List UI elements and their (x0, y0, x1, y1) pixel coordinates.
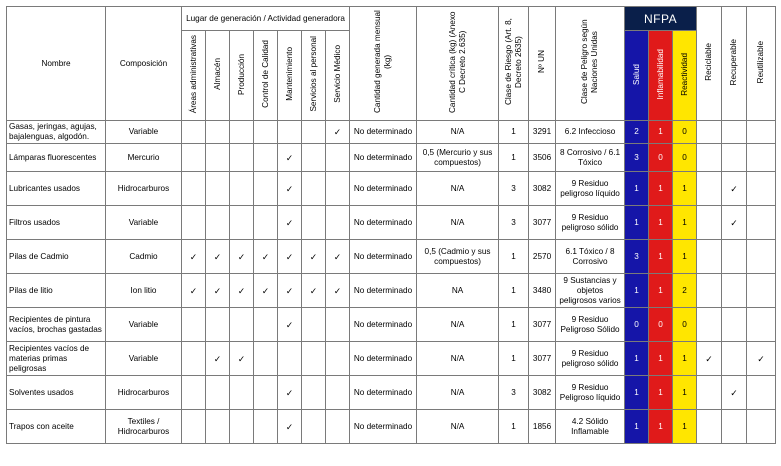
header-lugar-4: Mantenimiento (278, 31, 302, 121)
header-reciclable: Reciclable (697, 7, 722, 121)
cell-clase-riesgo: 1 (499, 121, 529, 144)
cell-lugar-5 (302, 376, 326, 410)
cell-lugar-5 (302, 308, 326, 342)
cell-nombre: Filtros usados (7, 206, 106, 240)
cell-recuperable: ✓ (722, 172, 747, 206)
cell-lugar-1: ✓ (206, 342, 230, 376)
cell-composicion: Cadmio (106, 240, 182, 274)
cell-critica: N/A (417, 410, 499, 444)
cell-reciclable (697, 121, 722, 144)
table-body (7, 121, 776, 444)
cell-clase-peligro: 8 Corrosivo / 6.1 Tóxico (556, 144, 625, 172)
cell-reciclable (697, 410, 722, 444)
cell-num-un: 3291 (529, 121, 556, 144)
cell-nombre: Solventes usados (7, 376, 106, 410)
cell-lugar-4 (278, 342, 302, 376)
cell-lugar-3 (254, 206, 278, 240)
cell-lugar-5 (302, 121, 326, 144)
cell-lugar-1 (206, 376, 230, 410)
waste-table (6, 6, 776, 444)
cell-reactividad: 1 (673, 410, 697, 444)
cell-critica: N/A (417, 206, 499, 240)
cell-lugar-6 (326, 308, 350, 342)
cell-lugar-1: ✓ (206, 240, 230, 274)
cell-lugar-2 (230, 410, 254, 444)
cell-lugar-3 (254, 342, 278, 376)
cell-inflamabilidad: 1 (649, 376, 673, 410)
cell-recuperable (722, 274, 747, 308)
cell-clase-riesgo: 1 (499, 274, 529, 308)
cell-reciclable: ✓ (697, 342, 722, 376)
cell-composicion: Ion litio (106, 274, 182, 308)
cell-cantidad: No determinado (350, 121, 417, 144)
cell-clase-riesgo: 3 (499, 172, 529, 206)
header-nombre: Nombre (7, 7, 106, 121)
cell-lugar-3 (254, 376, 278, 410)
cell-nombre: Recipientes vacíos de materias primas peligrosas (7, 342, 106, 376)
cell-recuperable (722, 342, 747, 376)
cell-inflamabilidad: 1 (649, 121, 673, 144)
cell-critica: NA (417, 274, 499, 308)
cell-clase-peligro: 9 Residuo peligroso líquido (556, 172, 625, 206)
table-row (7, 121, 776, 144)
cell-cantidad: No determinado (350, 410, 417, 444)
cell-lugar-3 (254, 121, 278, 144)
cell-recuperable (722, 308, 747, 342)
cell-salud: 2 (625, 121, 649, 144)
cell-salud: 3 (625, 144, 649, 172)
cell-lugar-2 (230, 172, 254, 206)
cell-num-un: 1856 (529, 410, 556, 444)
cell-recuperable (722, 144, 747, 172)
cell-recuperable: ✓ (722, 376, 747, 410)
cell-reutilizable (747, 172, 776, 206)
cell-lugar-3 (254, 308, 278, 342)
cell-inflamabilidad: 1 (649, 240, 673, 274)
cell-lugar-0 (182, 308, 206, 342)
cell-lugar-2: ✓ (230, 274, 254, 308)
cell-reutilizable (747, 144, 776, 172)
cell-lugar-1: ✓ (206, 274, 230, 308)
cell-lugar-5: ✓ (302, 240, 326, 274)
cell-inflamabilidad: 1 (649, 342, 673, 376)
header-nfpa: NFPA (625, 7, 697, 31)
cell-num-un: 3082 (529, 172, 556, 206)
cell-critica: N/A (417, 376, 499, 410)
cell-reactividad: 0 (673, 121, 697, 144)
cell-reactividad: 1 (673, 342, 697, 376)
cell-lugar-6 (326, 376, 350, 410)
cell-clase-peligro: 9 Residuo Peligroso Sólido (556, 308, 625, 342)
cell-lugar-5 (302, 342, 326, 376)
cell-reciclable (697, 376, 722, 410)
table-row (7, 206, 776, 240)
cell-num-un: 3077 (529, 342, 556, 376)
cell-lugar-3 (254, 172, 278, 206)
cell-recuperable: ✓ (722, 206, 747, 240)
cell-lugar-0 (182, 144, 206, 172)
cell-lugar-0: ✓ (182, 274, 206, 308)
cell-composicion: Hidrocarburos (106, 376, 182, 410)
table-row (7, 410, 776, 444)
cell-salud: 3 (625, 240, 649, 274)
cell-lugar-4: ✓ (278, 144, 302, 172)
cell-reactividad: 2 (673, 274, 697, 308)
cell-cantidad: No determinado (350, 274, 417, 308)
cell-reutilizable: ✓ (747, 342, 776, 376)
cell-reutilizable (747, 206, 776, 240)
cell-nombre: Pilas de Cadmio (7, 240, 106, 274)
cell-cantidad: No determinado (350, 144, 417, 172)
cell-reactividad: 1 (673, 240, 697, 274)
cell-lugar-5: ✓ (302, 274, 326, 308)
cell-lugar-1 (206, 121, 230, 144)
header-lugar-6: Servicio Médico (326, 31, 350, 121)
cell-composicion: Variable (106, 342, 182, 376)
cell-composicion: Variable (106, 121, 182, 144)
cell-num-un: 3077 (529, 308, 556, 342)
cell-nombre: Lámparas fluorescentes (7, 144, 106, 172)
cell-lugar-1 (206, 308, 230, 342)
cell-clase-peligro: 4.2 Sólido Inflamable (556, 410, 625, 444)
cell-salud: 1 (625, 206, 649, 240)
cell-critica: N/A (417, 342, 499, 376)
cell-reutilizable (747, 376, 776, 410)
cell-recuperable (722, 410, 747, 444)
cell-clase-riesgo: 1 (499, 342, 529, 376)
header-cantidad: Cantidad generada mensual (kg) (350, 7, 417, 121)
header-inflamabilidad: Inflamabilidad (649, 31, 673, 121)
cell-lugar-2 (230, 121, 254, 144)
cell-lugar-0 (182, 342, 206, 376)
cell-reactividad: 0 (673, 144, 697, 172)
cell-cantidad: No determinado (350, 172, 417, 206)
cell-clase-peligro: 9 Residuo Peligroso líquido (556, 376, 625, 410)
header-lugar-3: Control de Calidad (254, 31, 278, 121)
header-recuperable: Recuperable (722, 7, 747, 121)
cell-nombre: Gasas, jeringas, agujas, bajalenguas, algodón. (7, 121, 106, 144)
cell-cantidad: No determinado (350, 240, 417, 274)
header-composicion: Composición (106, 7, 182, 121)
cell-reutilizable (747, 121, 776, 144)
cell-lugar-2 (230, 308, 254, 342)
cell-lugar-6 (326, 144, 350, 172)
cell-lugar-6 (326, 172, 350, 206)
cell-clase-riesgo: 3 (499, 376, 529, 410)
cell-reutilizable (747, 274, 776, 308)
cell-lugar-4: ✓ (278, 308, 302, 342)
cell-inflamabilidad: 0 (649, 144, 673, 172)
cell-lugar-2: ✓ (230, 240, 254, 274)
cell-composicion: Hidrocarburos (106, 172, 182, 206)
header-salud: Salud (625, 31, 649, 121)
table-row (7, 240, 776, 274)
header-num-un: Nº UN (529, 7, 556, 121)
cell-clase-riesgo: 1 (499, 240, 529, 274)
cell-lugar-6: ✓ (326, 121, 350, 144)
cell-lugar-2 (230, 144, 254, 172)
header-lugar-2: Producción (230, 31, 254, 121)
cell-cantidad: No determinado (350, 342, 417, 376)
cell-lugar-6 (326, 410, 350, 444)
cell-nombre: Trapos con aceite (7, 410, 106, 444)
cell-lugar-6 (326, 206, 350, 240)
cell-lugar-0 (182, 206, 206, 240)
cell-reciclable (697, 144, 722, 172)
cell-composicion: Variable (106, 206, 182, 240)
cell-lugar-1 (206, 172, 230, 206)
cell-lugar-5 (302, 144, 326, 172)
cell-reutilizable (747, 240, 776, 274)
cell-lugar-0: ✓ (182, 240, 206, 274)
table-row (7, 274, 776, 308)
cell-lugar-4: ✓ (278, 410, 302, 444)
table-row (7, 342, 776, 376)
cell-salud: 0 (625, 308, 649, 342)
cell-lugar-5 (302, 410, 326, 444)
header-lugar-group: Lugar de generación / Actividad generadora (182, 7, 350, 31)
cell-salud: 1 (625, 274, 649, 308)
cell-clase-peligro: 9 Sustancias y objetos peligrosos varios (556, 274, 625, 308)
cell-cantidad: No determinado (350, 308, 417, 342)
cell-nombre: Lubricantes usados (7, 172, 106, 206)
header-clase-riesgo: Clase de Riesgo (Art. 8, Decreto 2635) (499, 7, 529, 121)
cell-lugar-5 (302, 206, 326, 240)
cell-lugar-4 (278, 121, 302, 144)
cell-lugar-4: ✓ (278, 376, 302, 410)
cell-critica: N/A (417, 308, 499, 342)
cell-reciclable (697, 206, 722, 240)
cell-inflamabilidad: 1 (649, 172, 673, 206)
cell-lugar-3: ✓ (254, 240, 278, 274)
cell-lugar-4: ✓ (278, 274, 302, 308)
cell-critica: 0,5 (Cadmio y sus compuestos) (417, 240, 499, 274)
cell-lugar-3: ✓ (254, 274, 278, 308)
cell-lugar-0 (182, 172, 206, 206)
table-row (7, 376, 776, 410)
cell-lugar-6: ✓ (326, 274, 350, 308)
cell-reutilizable (747, 410, 776, 444)
cell-lugar-2 (230, 206, 254, 240)
cell-lugar-4: ✓ (278, 240, 302, 274)
cell-composicion: Variable (106, 308, 182, 342)
cell-reciclable (697, 172, 722, 206)
header-critica: Cantidad crítica (kg) (Anexo C Decreto 2.635) (417, 7, 499, 121)
cell-lugar-4: ✓ (278, 172, 302, 206)
cell-num-un: 3506 (529, 144, 556, 172)
header-reactividad: Reactividad (673, 31, 697, 121)
cell-lugar-1 (206, 410, 230, 444)
cell-inflamabilidad: 1 (649, 274, 673, 308)
header-lugar-0: Áreas administrativas (182, 31, 206, 121)
header-lugar-5: Servicios al personal (302, 31, 326, 121)
cell-reactividad: 1 (673, 172, 697, 206)
cell-critica: 0,5 (Mercurio y sus compuestos) (417, 144, 499, 172)
table-row (7, 144, 776, 172)
cell-lugar-2 (230, 376, 254, 410)
cell-lugar-0 (182, 121, 206, 144)
cell-lugar-4: ✓ (278, 206, 302, 240)
cell-reactividad: 1 (673, 206, 697, 240)
cell-inflamabilidad: 1 (649, 206, 673, 240)
cell-lugar-2: ✓ (230, 342, 254, 376)
cell-num-un: 3082 (529, 376, 556, 410)
cell-lugar-5 (302, 172, 326, 206)
header-clase-peligro: Clase de Peligro según Naciones Unidas (556, 7, 625, 121)
cell-nombre: Pilas de litio (7, 274, 106, 308)
cell-clase-peligro: 9 Residuo peligroso sólido (556, 206, 625, 240)
cell-lugar-6 (326, 342, 350, 376)
cell-clase-peligro: 6.2 Infeccioso (556, 121, 625, 144)
cell-reactividad: 1 (673, 376, 697, 410)
cell-reactividad: 0 (673, 308, 697, 342)
cell-salud: 1 (625, 172, 649, 206)
cell-recuperable (722, 240, 747, 274)
cell-inflamabilidad: 1 (649, 410, 673, 444)
cell-composicion: Mercurio (106, 144, 182, 172)
cell-lugar-3 (254, 410, 278, 444)
cell-lugar-6: ✓ (326, 240, 350, 274)
cell-clase-peligro: 9 Residuo peligroso sólido (556, 342, 625, 376)
cell-clase-peligro: 6.1 Tóxico / 8 Corrosivo (556, 240, 625, 274)
cell-clase-riesgo: 3 (499, 206, 529, 240)
cell-reciclable (697, 240, 722, 274)
cell-salud: 1 (625, 376, 649, 410)
cell-inflamabilidad: 0 (649, 308, 673, 342)
cell-lugar-0 (182, 410, 206, 444)
cell-cantidad: No determinado (350, 206, 417, 240)
cell-lugar-3 (254, 144, 278, 172)
cell-recuperable (722, 121, 747, 144)
cell-num-un: 2570 (529, 240, 556, 274)
cell-clase-riesgo: 1 (499, 308, 529, 342)
cell-lugar-1 (206, 206, 230, 240)
cell-nombre: Recipientes de pintura vacíos, brochas gastadas (7, 308, 106, 342)
cell-reciclable (697, 308, 722, 342)
cell-critica: N/A (417, 121, 499, 144)
cell-cantidad: No determinado (350, 376, 417, 410)
cell-reutilizable (747, 308, 776, 342)
cell-num-un: 3480 (529, 274, 556, 308)
cell-num-un: 3077 (529, 206, 556, 240)
cell-composicion: Textiles / Hidrocarburos (106, 410, 182, 444)
cell-clase-riesgo: 1 (499, 410, 529, 444)
header-reutilizable: Reutilizable (747, 7, 776, 121)
cell-lugar-1 (206, 144, 230, 172)
cell-salud: 1 (625, 410, 649, 444)
cell-reciclable (697, 274, 722, 308)
table-row (7, 308, 776, 342)
table-row (7, 172, 776, 206)
cell-lugar-0 (182, 376, 206, 410)
cell-critica: N/A (417, 172, 499, 206)
cell-clase-riesgo: 1 (499, 144, 529, 172)
cell-salud: 1 (625, 342, 649, 376)
header-lugar-1: Almacén (206, 31, 230, 121)
